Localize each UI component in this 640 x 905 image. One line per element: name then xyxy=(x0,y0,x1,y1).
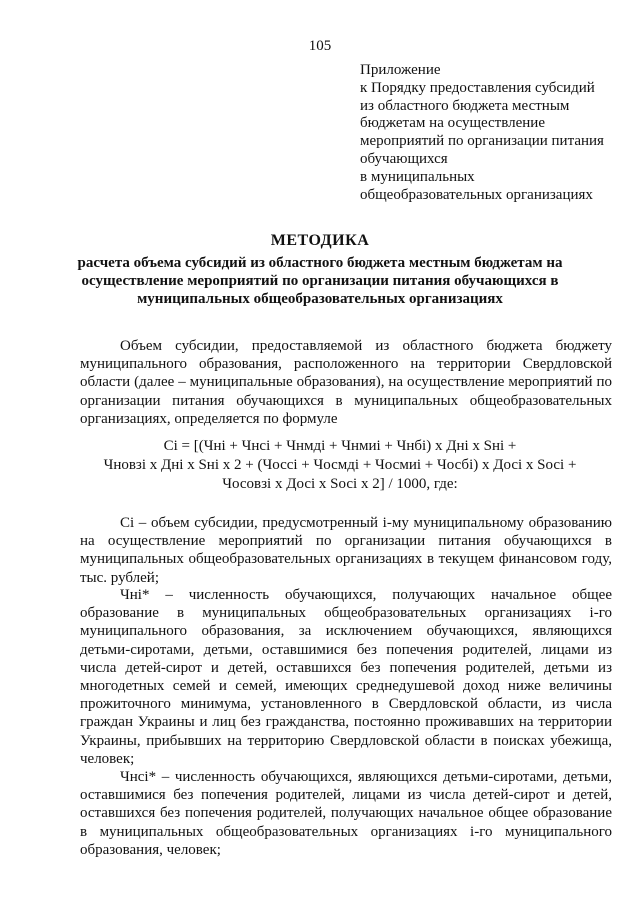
appendix-line: общеобразовательных организациях xyxy=(360,186,593,203)
appendix-line: из областного бюджета местным xyxy=(360,97,570,114)
appendix-note xyxy=(360,62,630,204)
text-line: в муниципальных общеобразовательных организациях i-го муниципального xyxy=(80,823,612,840)
text-line: Сi – объем субсидии, предусмотренный i-му муниципальному образованию xyxy=(120,515,612,531)
text-line: граждан Украины и лиц без гражданства, постоянно проживавших на территории xyxy=(80,714,612,731)
appendix-line: обучающихся xyxy=(360,150,448,167)
definition-chnsi xyxy=(80,768,612,859)
text-line: Чнсi* – численность обучающихся, являющихся детьми-сиротами, детьми, xyxy=(120,769,612,785)
text-line: Украины, прибывших на территорию Свердловской области в поисках убежища, xyxy=(80,732,612,749)
text-line: оставшихся без попечения родителей, получающих начальное общее образование xyxy=(80,805,612,822)
formula-line: Сi = [(Чнi + Чнсi + Чнмдi + Чнмиi + Чнбi) x Днi x Sнi + xyxy=(163,438,517,454)
definition-ci xyxy=(80,514,612,587)
text-line: на осуществление мероприятий по организации питания обучающихся в xyxy=(80,533,612,550)
text-line: детьми-сиротами, детьми, оставшимися без попечения родителей, лицами из xyxy=(80,641,612,658)
formula xyxy=(60,437,620,494)
text-line: муниципального образования, расположенного на территории Свердловской xyxy=(80,356,612,373)
intro-paragraph xyxy=(80,337,612,428)
formula-line: Чновзi x Днi x Sнi x 2 + (Чоссi + Чосмдi + Чосмиi + Чосбi) x Досi x Sосi + xyxy=(103,457,577,473)
definition-chni xyxy=(80,586,612,768)
text-line: человек; xyxy=(80,750,135,767)
document-subtitle: расчета объема субсидий из областного бюджета местным бюджетам на осуществление мероприятий по организации питания обучающихся в муниципальных общеобразовательных организациях xyxy=(77,255,563,307)
text-line: муниципального образования, за исключением обучающихся, являющихся xyxy=(80,623,612,640)
appendix-line: Приложение xyxy=(360,62,441,78)
text-line: прожиточного минимума, установленного в Свердловской области, из числа xyxy=(80,696,612,713)
text-line: области (далее – муниципальные образования), на осуществление мероприятий по xyxy=(80,374,612,391)
formula-line: Чосовзi x Досi x Sосi x 2] / 1000, где: xyxy=(222,476,458,492)
text-line: образование в муниципальных общеобразовательных организациях i-го xyxy=(80,605,612,622)
text-line: Объем субсидии, предоставляемой из областного бюджета бюджету xyxy=(120,338,612,354)
text-line: муниципальных общеобразовательных организациях в текущем финансовом году, xyxy=(80,551,612,568)
text-line: образования, человек; xyxy=(80,841,221,858)
text-line: числа детей-сирот и детей, оставшихся без попечения родителей, детьми из xyxy=(80,659,612,676)
page-number: 105 xyxy=(308,38,332,54)
appendix-line: мероприятий по организации питания xyxy=(360,133,604,150)
text-line: тыс. рублей; xyxy=(80,569,159,586)
document-title: МЕТОДИКА xyxy=(270,232,370,249)
text-line: организациях, определяется по формуле xyxy=(80,410,338,427)
appendix-line: к Порядку предоставления субсидий xyxy=(360,79,595,96)
text-line: Чнi* – численность обучающихся, получающих начальное общее xyxy=(120,587,612,603)
text-line: многодетных семей и семей, имеющих среднедушевой доход ниже величины xyxy=(80,678,612,695)
appendix-line: бюджетам на осуществление xyxy=(360,115,545,132)
text-line: организации питания обучающихся в муниципальных общеобразовательных xyxy=(80,392,612,409)
appendix-line: в муниципальных xyxy=(360,168,475,185)
text-line: оставшимися без попечения родителей, лицами из числа детей-сирот и детей, xyxy=(80,787,612,804)
